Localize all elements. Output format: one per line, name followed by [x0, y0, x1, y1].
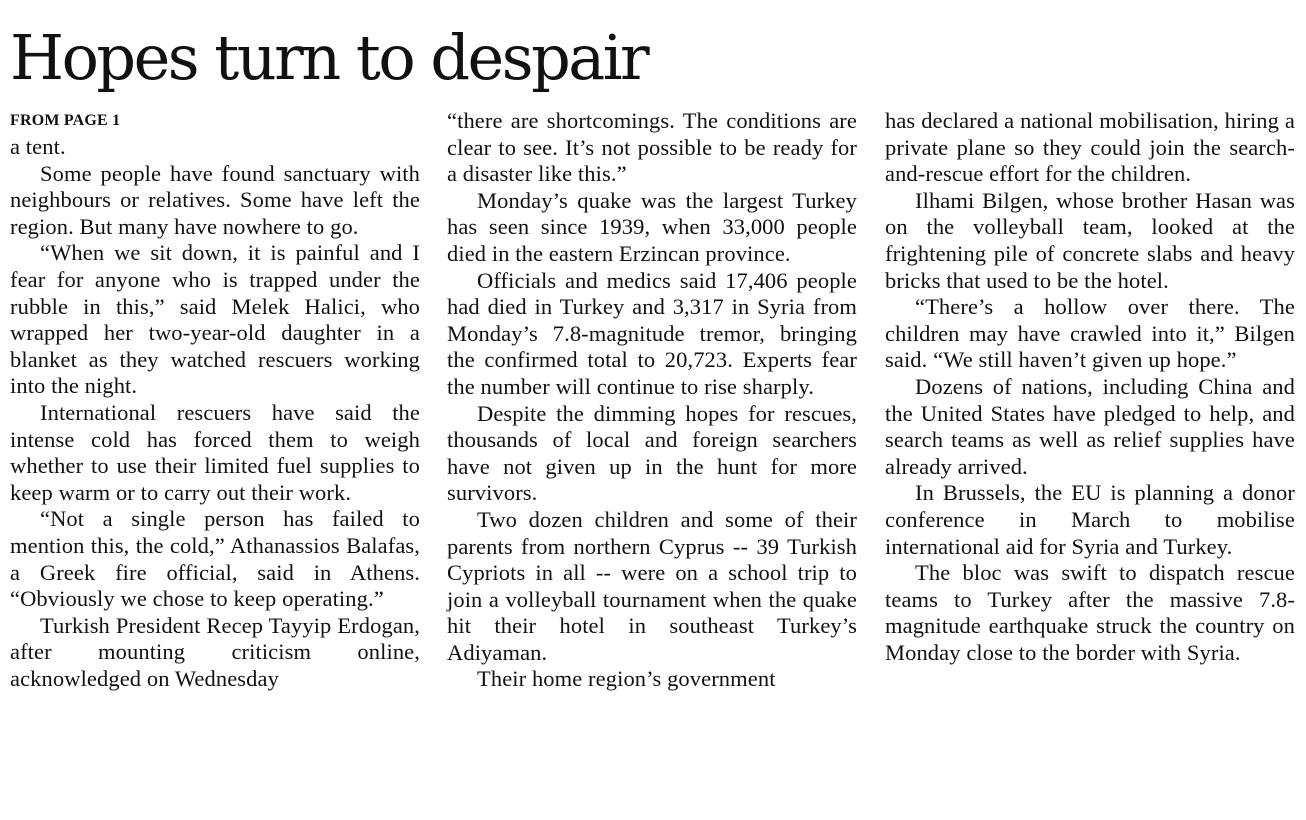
paragraph: Ilhami Bilgen, whose brother Hasan was on the volleyball team, looked at the frightening pile of concrete slabs and heavy bricks that used to be the hotel. [885, 187, 1295, 293]
paragraph: Monday’s quake was the largest Turkey has seen since 1939, when 33,000 people died in the eastern Erzincan province. [447, 187, 857, 266]
paragraph: a tent. [10, 134, 66, 159]
paragraph: has declared a national mobilisation, hiring a private plane so they could join the search-and-rescue effort for the children. [885, 108, 1295, 187]
paragraph: Turkish President Recep Tayyip Erdogan, after mounting criticism online, acknowledged on Wednesday [10, 612, 420, 691]
article-column-2 [447, 108, 857, 693]
paragraph: “Not a single person has failed to mention this, the cold,” Athanassios Balafas, a Greek fire official, said in Athens. “Obviously we chose to keep operating.” [10, 506, 420, 612]
paragraph: International rescuers have said the intense cold has forced them to weigh whether to use their limited fuel supplies to keep warm or to carry out their work. [10, 399, 420, 505]
paragraph: “there are shortcomings. The conditions are clear to see. It’s not possible to be ready for a disaster like this.” [447, 108, 857, 187]
paragraph: “There’s a hollow over there. The children may have crawled into it,” Bilgen said. “We still haven’t given up hope.” [885, 294, 1295, 373]
article-column-1 [10, 108, 420, 692]
paragraph: The bloc was swift to dispatch rescue teams to Turkey after the massive 7.8-magnitude earthquake struck the country on Monday close to the border with Syria. [885, 560, 1295, 665]
paragraph: In Brussels, the EU is planning a donor conference in March to mobilise international aid for Syria and Turkey. [885, 480, 1295, 559]
paragraph: Two dozen children and some of their parents from northern Cyprus -- 39 Turkish Cypriots in all -- were on a school trip to join a volleyball tournament when the quake hit their hotel in southeast Turkey’s Adiyaman. [447, 506, 857, 665]
paragraph: “When we sit down, it is painful and I fear for anyone who is trapped under the rubble in this,” said Melek Halici, who wrapped her two-year-old daughter in a blanket as they watched rescuers working into the night. [10, 240, 420, 399]
paragraph: Officials and medics said 17,406 people had died in Turkey and 3,317 in Syria from Monday’s 7.8-magnitude tremor, bringing the confirmed total to 20,723. Experts fear the number will continue to rise sharply. [447, 267, 857, 399]
headline: Hopes turn to despair [10, 21, 648, 94]
paragraph: Despite the dimming hopes for rescues, thousands of local and foreign searchers have not given up in the hunt for more survivors. [447, 400, 857, 506]
kicker-from-page-1: FROM PAGE 1 [10, 112, 121, 129]
article-column-3 [885, 108, 1295, 666]
paragraph: Some people have found sanctuary with neighbours or relatives. Some have left the region. But many have nowhere to go. [10, 160, 420, 239]
paragraph: Their home region’s government [477, 666, 776, 692]
paragraph: Dozens of nations, including China and the United States have pledged to help, and search teams as well as relief supplies have already arrived. [885, 373, 1295, 479]
